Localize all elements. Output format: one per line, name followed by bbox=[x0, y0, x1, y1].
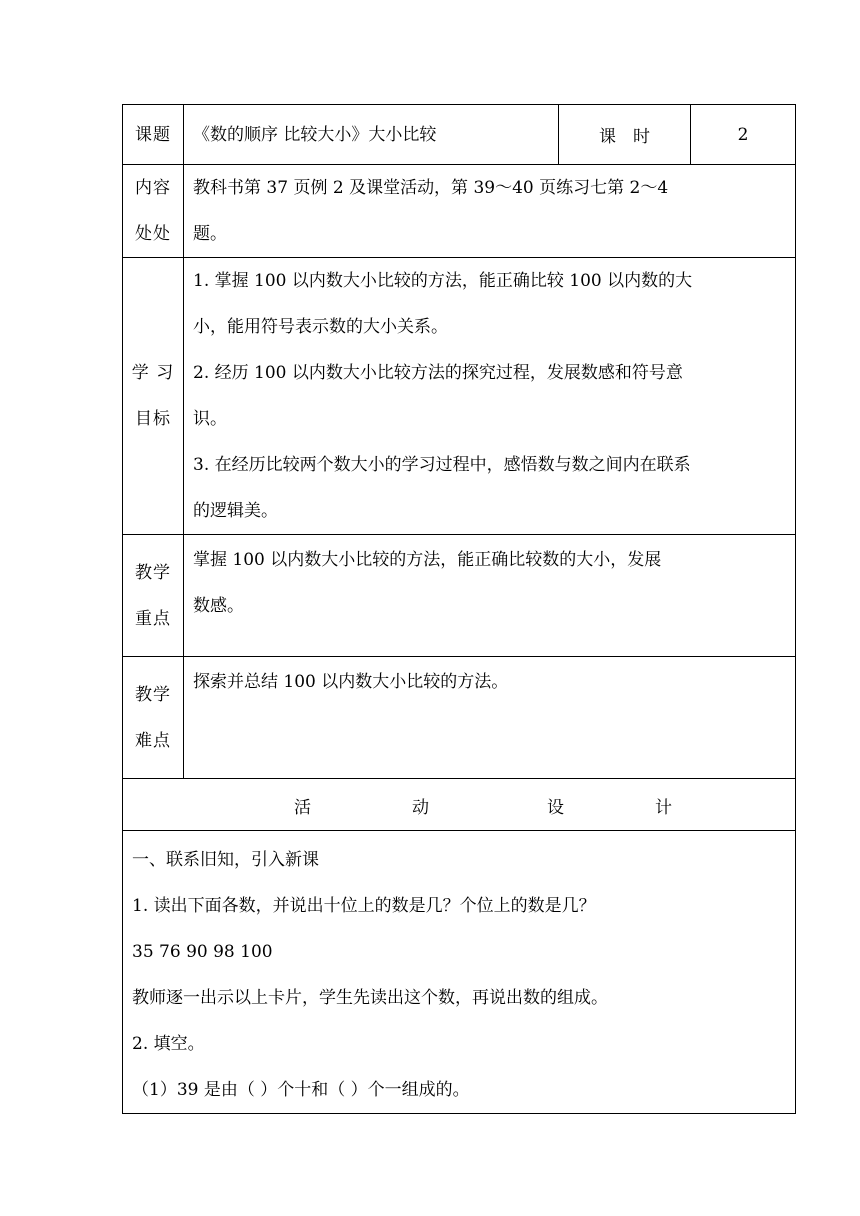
activity-body-row bbox=[123, 831, 796, 1114]
content-text-line-1: 教科书第 37 页例 2 及课堂活动，第 39～40 页练习七第 2～4 bbox=[193, 178, 669, 198]
activity-line-2: 1. 读出下面各数，并说出十位上的数是几？个位上的数是几？ bbox=[132, 896, 596, 916]
activity-body bbox=[123, 831, 796, 1114]
objectives-label-line-1: 学 习 bbox=[131, 363, 175, 383]
objectives-label bbox=[123, 258, 184, 535]
topic-label: 课题 bbox=[123, 105, 184, 165]
key-points-label bbox=[123, 535, 184, 657]
key-points-label-line-2: 重点 bbox=[135, 608, 171, 629]
activity-title-char-1: 活 bbox=[294, 798, 311, 818]
difficulties-row bbox=[123, 657, 796, 779]
topic-row bbox=[123, 105, 796, 165]
activity-line-5: 2. 填空。 bbox=[132, 1034, 205, 1054]
key-points-text bbox=[184, 535, 796, 657]
objective-line-1: 1. 掌握 100 以内数大小比较的方法，能正确比较 100 以内数的大 bbox=[193, 271, 693, 291]
objective-line-6: 的逻辑美。 bbox=[193, 501, 278, 521]
objectives-label-line-2: 目标 bbox=[135, 409, 171, 429]
activity-title bbox=[123, 779, 796, 831]
objective-line-2: 小，能用符号表示数的大小关系。 bbox=[193, 317, 448, 337]
content-label-line-2: 处处 bbox=[135, 224, 171, 244]
difficulties-text bbox=[184, 657, 796, 779]
key-points-label-line-1: 教学 bbox=[135, 562, 171, 583]
activity-line-1: 一、联系旧知，引入新课 bbox=[132, 850, 319, 870]
content-text bbox=[184, 165, 796, 258]
activity-title-row bbox=[123, 779, 796, 831]
activity-line-3: 35 76 90 98 100 bbox=[132, 942, 273, 962]
difficulties-label-line-2: 难点 bbox=[135, 730, 171, 751]
activity-line-4: 教师逐一出示以上卡片，学生先读出这个数，再说出数的组成。 bbox=[132, 988, 608, 1008]
objective-line-5: 3. 在经历比较两个数大小的学习过程中，感悟数与数之间内在联系 bbox=[193, 455, 691, 475]
objectives-text bbox=[184, 258, 796, 535]
objective-line-4: 识。 bbox=[193, 409, 227, 429]
activity-line-6: （1）39 是由（ ）个十和（ ）个一组成的。 bbox=[132, 1080, 470, 1100]
objectives-row bbox=[123, 258, 796, 535]
key-points-line-2: 数感。 bbox=[193, 596, 244, 616]
lesson-plan-table bbox=[122, 104, 796, 1114]
key-points-line-1: 掌握 100 以内数大小比较的方法，能正确比较数的大小，发展 bbox=[193, 550, 662, 570]
difficulties-label bbox=[123, 657, 184, 779]
key-points-row bbox=[123, 535, 796, 657]
content-row bbox=[123, 165, 796, 258]
activity-title-char-3: 设 bbox=[547, 798, 564, 818]
period-label: 课 时 bbox=[559, 105, 691, 165]
activity-title-char-2: 动 bbox=[412, 798, 429, 818]
activity-title-char-4: 计 bbox=[655, 798, 672, 818]
objective-line-3: 2. 经历 100 以内数大小比较方法的探究过程，发展数感和符号意 bbox=[193, 363, 683, 383]
period-value: 2 bbox=[691, 105, 796, 165]
content-label bbox=[123, 165, 184, 258]
difficulties-line-1: 探索并总结 100 以内数大小比较的方法。 bbox=[193, 672, 509, 692]
topic-value: 《数的顺序 比较大小》大小比较 bbox=[184, 105, 559, 165]
content-label-line-1: 内容 bbox=[135, 178, 171, 198]
difficulties-label-line-1: 教学 bbox=[135, 684, 171, 705]
content-text-line-2: 题。 bbox=[193, 224, 227, 244]
